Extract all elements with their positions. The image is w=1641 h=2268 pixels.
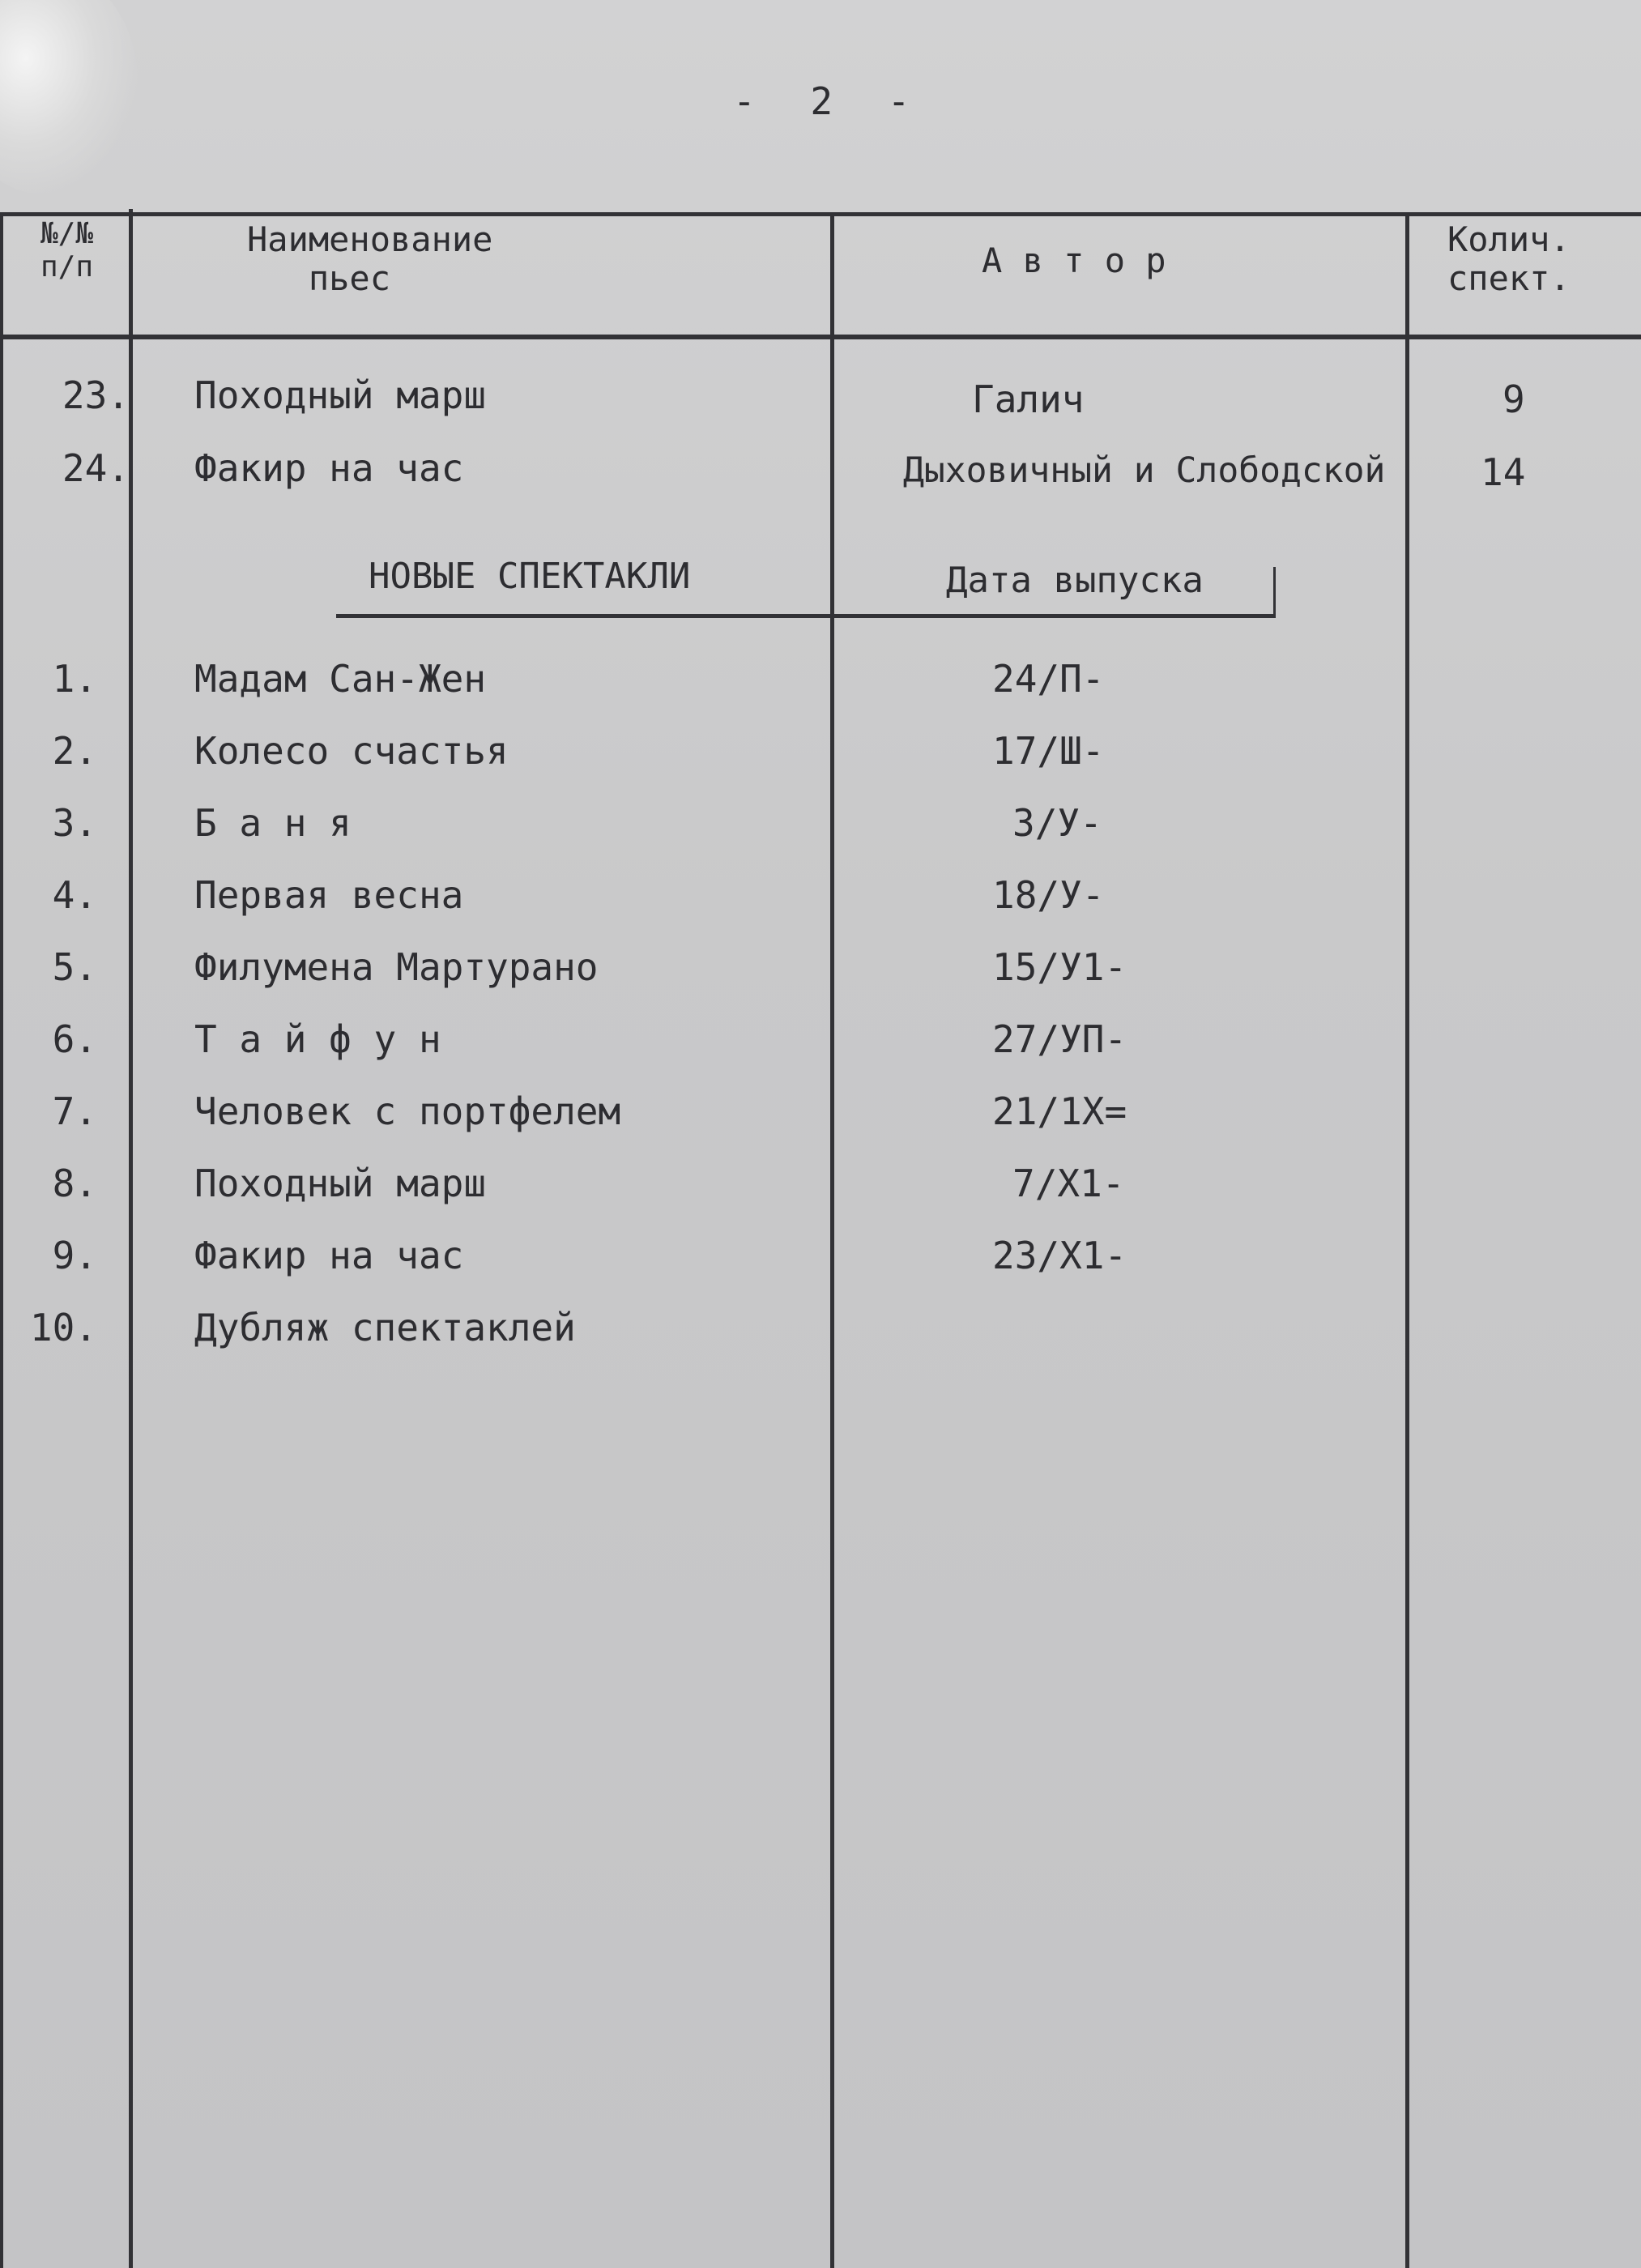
row-date: 21/1Х= xyxy=(992,1089,1127,1133)
row-number: 7. xyxy=(52,1089,97,1133)
row-title: Колесо счастья xyxy=(194,729,509,773)
column-divider-3 xyxy=(1405,214,1409,2268)
row-number: 1. xyxy=(52,657,97,701)
row-number: 8. xyxy=(52,1162,97,1205)
row-title: Факир на час xyxy=(194,446,464,490)
column-divider-2 xyxy=(830,214,834,2268)
row-author: Дыховичный и Слободской xyxy=(903,450,1386,491)
row-date: 24/П- xyxy=(992,657,1105,701)
column-divider-1 xyxy=(129,209,133,2268)
row-date: 23/Х1- xyxy=(992,1234,1127,1277)
header-count: Колич. спект. xyxy=(1447,220,1571,299)
row-count: 14 xyxy=(1481,450,1526,494)
row-date: 17/Ш- xyxy=(992,729,1105,773)
row-title: Мадам Сан-Жен xyxy=(194,657,487,701)
row-number: 23. xyxy=(62,373,130,417)
header-bottom-rule xyxy=(0,335,1641,339)
row-number: 10. xyxy=(29,1306,97,1349)
row-count: 9 xyxy=(1502,377,1525,421)
row-date: 27/УП- xyxy=(992,1017,1127,1061)
row-number: 9. xyxy=(52,1234,97,1277)
row-title: Филумена Мартурано xyxy=(194,945,599,989)
row-date: 3/У- xyxy=(1012,801,1102,845)
paper-fold-mark xyxy=(0,0,138,194)
section-heading-underline xyxy=(336,614,1276,618)
row-title: Т а й ф у н xyxy=(194,1017,441,1061)
row-date: 7/Х1- xyxy=(1012,1162,1125,1205)
row-number: 5. xyxy=(52,945,97,989)
row-date: 18/У- xyxy=(992,873,1105,917)
header-title: Наименование пьес xyxy=(247,220,493,299)
row-number: 4. xyxy=(52,873,97,917)
left-edge-rule xyxy=(0,214,3,2268)
row-title: Б а н я xyxy=(194,801,352,845)
new-section-heading: НОВЫЕ СПЕКТАКЛИ xyxy=(369,556,691,597)
row-title: Первая весна xyxy=(194,873,464,917)
heading-box-tick xyxy=(1273,567,1276,617)
row-number: 24. xyxy=(62,446,130,490)
header-number: №/№ п/п xyxy=(40,217,94,284)
row-number: 6. xyxy=(52,1017,97,1061)
row-date: 15/У1- xyxy=(992,945,1127,989)
row-number: 3. xyxy=(52,801,97,845)
row-title: Походный марш xyxy=(194,1162,487,1205)
row-title: Походный марш xyxy=(194,373,487,417)
header-author: А в т о р xyxy=(982,241,1166,280)
row-author: Галич xyxy=(972,377,1085,421)
row-title: Человек с портфелем xyxy=(194,1089,621,1133)
page-number: - 2 - xyxy=(733,79,910,123)
row-title: Дубляж спектаклей xyxy=(194,1306,576,1349)
table-top-rule xyxy=(0,212,1641,216)
release-date-heading: Дата выпуска xyxy=(946,560,1204,601)
row-number: 2. xyxy=(52,729,97,773)
row-title: Факир на час xyxy=(194,1234,464,1277)
